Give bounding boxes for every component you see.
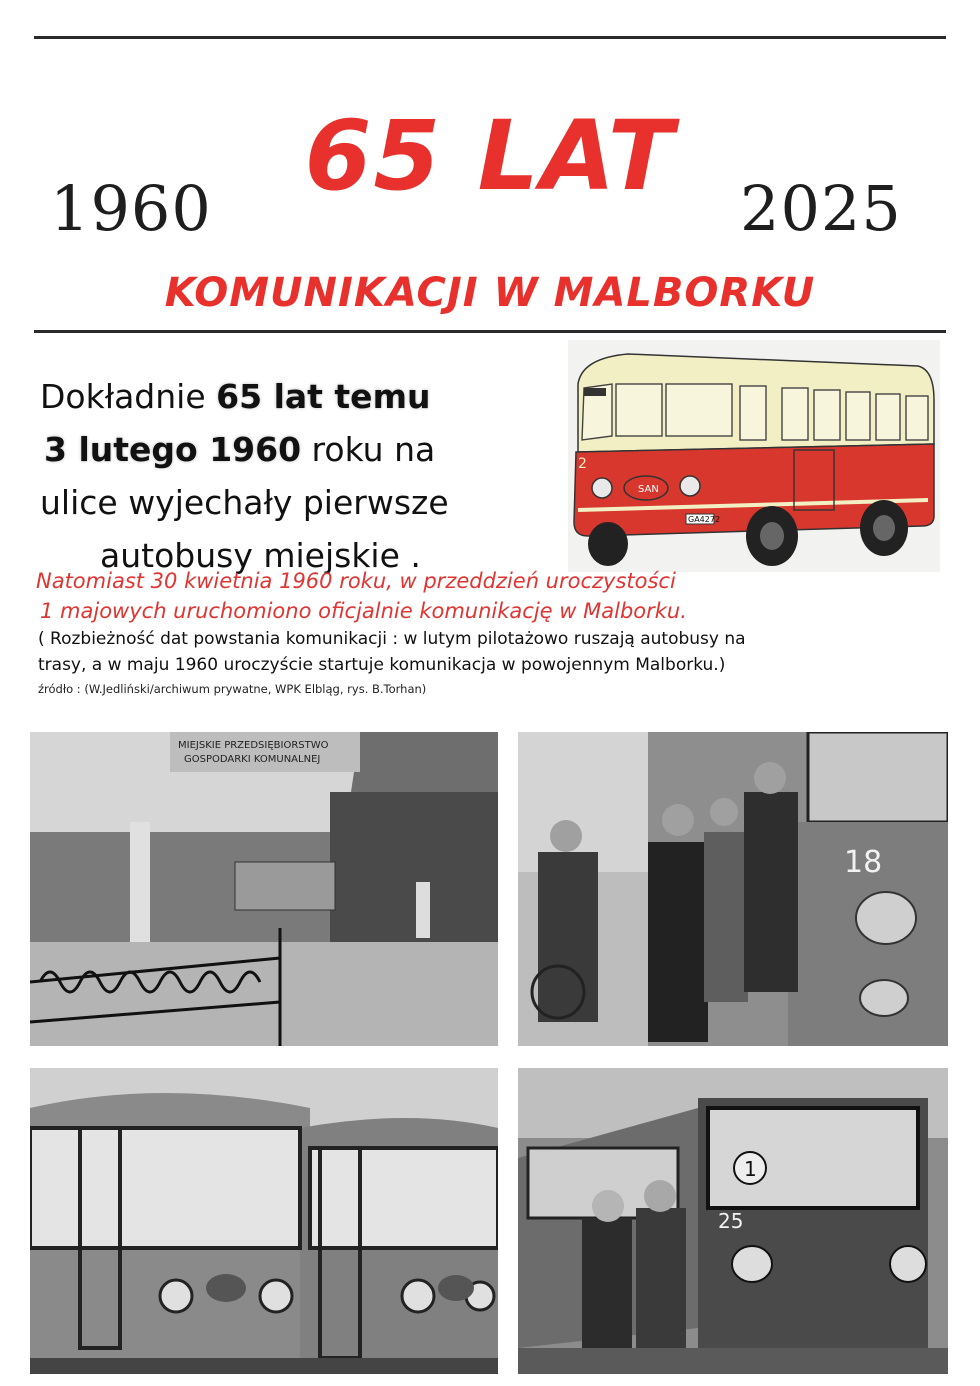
photo-bus-crew (518, 732, 948, 1046)
intro-text (36, 370, 566, 582)
date-note (38, 626, 948, 678)
intro-line-1-bold: 65 lat temu (216, 377, 431, 416)
depot-sign-line-2: GOSPODARKI KOMUNALNEJ (184, 754, 321, 765)
bus-drawing (568, 340, 940, 572)
depot-sign-line-1: MIEJSKIE PRZEDSIĘBIORSTWO (178, 740, 329, 751)
route-disc: 1 (744, 1157, 757, 1181)
bus-plate: GA4272 (688, 515, 721, 524)
red-note-line-2: 1 majowych uruchomiono oficjalnie komunikację w Malborku. (40, 599, 687, 623)
intro-line-2-bold: 3 lutego 1960 (44, 430, 302, 469)
bus-route-number: 2 (578, 456, 587, 472)
source-credit: źródło : (W.Jedliński/archiwum prywatne, WPK Elbląg, rys. B.Torhan) (38, 682, 427, 696)
intro-line-1-prefix: Dokładnie (40, 377, 206, 416)
bus-drawing-svg (568, 340, 940, 572)
photo-two-buses (30, 1068, 498, 1374)
bus-number-crew: 18 (844, 845, 883, 880)
subtitle: KOMUNIKACJI W MALBORKU (164, 270, 816, 316)
top-rule (34, 36, 946, 39)
header-rule (34, 330, 946, 333)
intro-line-1 (36, 370, 566, 423)
date-note-line-2: trasy, a w maju 1960 uroczyście startuje komunikacja w powojennym Malborku.) (38, 655, 726, 675)
red-note (36, 566, 936, 626)
intro-line-4: autobusy miejskie . (100, 536, 421, 575)
headline: 65 LAT (304, 100, 676, 212)
intro-line-2 (36, 423, 566, 476)
red-note-line-1: Natomiast 30 kwietnia 1960 roku, w przeddzień uroczystości (36, 569, 676, 593)
photo-depot-gate (30, 732, 498, 1046)
intro-line-2-rest: roku na (311, 430, 436, 469)
svg-text:SAN: SAN (638, 484, 659, 495)
date-note-line-1: ( Rozbieżność dat powstania komunikacji : w lutym pilotażowo ruszają autobusy na (38, 629, 746, 649)
intro-line-3: ulice wyjechały pierwsze (40, 483, 449, 522)
photo-bus-25 (518, 1068, 948, 1374)
year-start: 1960 (50, 172, 212, 245)
bus-number-route: 25 (718, 1209, 744, 1233)
year-end: 2025 (740, 172, 902, 245)
